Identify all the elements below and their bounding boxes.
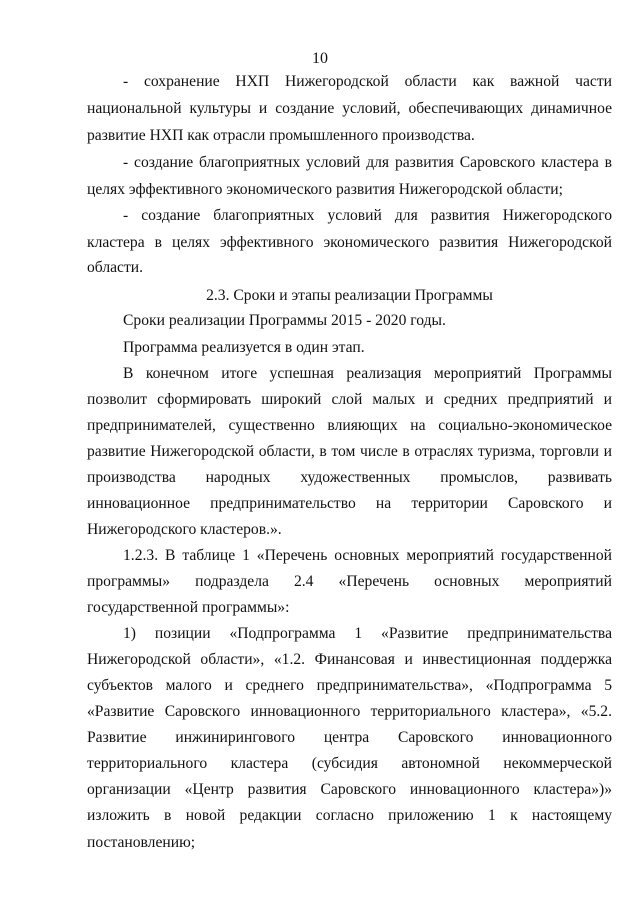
paragraph-line: области.	[87, 259, 144, 276]
paragraph-line: - создание благоприятных условий для развития Нижегородского	[123, 207, 612, 224]
paragraph-line: постановлению;	[87, 834, 196, 851]
paragraph-line: «Развитие Саровского инновационного территориального кластера», «5.2.	[87, 703, 612, 720]
paragraph-line: программы» подраздела 2.4 «Перечень основных мероприятий	[87, 573, 612, 590]
paragraph-line: предпринимателей, существенно влияющих на социально-экономическое	[87, 417, 612, 434]
paragraph-line: национальной культуры и создание условий, обеспечивающих динамичное	[87, 100, 612, 117]
paragraph-line: изложить в новой редакции согласно приложению 1 к настоящему	[87, 807, 612, 824]
paragraph-line: Программа реализуется в один этап.	[123, 339, 365, 356]
paragraph-line: - сохранение НХП Нижегородской области как важной части	[123, 73, 612, 90]
paragraph-line: организации «Центр развития Саровского инновационного кластера»)»	[87, 781, 612, 798]
paragraph-line: развитие НХП как отрасли промышленного производства.	[87, 127, 475, 144]
paragraph-line: - создание благоприятных условий для развития Саровского кластера в	[123, 154, 612, 171]
paragraph-line: территориального кластера (субсидия автономной некоммерческой	[87, 755, 612, 772]
paragraph-line: Нижегородского кластеров.».	[87, 521, 282, 538]
section-heading: 2.3. Сроки и этапы реализации Программы	[206, 287, 493, 304]
paragraph-line: Развитие инжинирингового центра Саровского инновационного	[87, 729, 612, 746]
paragraph-line: инновационное предпринимательство на территории Саровского и	[87, 495, 612, 512]
paragraph-line: кластера в целях эффективного экономического развития Нижегородской	[87, 234, 612, 251]
paragraph-line: государственной программы»:	[87, 599, 290, 616]
paragraph-line: В конечном итоге успешная реализация мероприятий Программы	[123, 365, 612, 382]
paragraph-line: производства народных художественных промыслов, развивать	[87, 469, 612, 486]
paragraph-line: 1.2.3. В таблице 1 «Перечень основных мероприятий государственной	[123, 547, 612, 564]
page-number: 10	[312, 50, 328, 67]
paragraph-line: 1) позиции «Подпрограмма 1 «Развитие предпринимательства	[123, 625, 612, 642]
paragraph-line: развитие Нижегородской области, в том числе в отраслях туризма, торговли и	[87, 443, 612, 460]
paragraph-line: целях эффективного экономического развития Нижегородской области;	[87, 181, 563, 198]
paragraph-line: позволит сформировать широкий слой малых и средних предприятий и	[87, 391, 612, 408]
paragraph-line: Сроки реализации Программы 2015 - 2020 годы.	[123, 312, 446, 329]
paragraph-line: Нижегородской области», «1.2. Финансовая и инвестиционная поддержка	[87, 651, 612, 668]
paragraph-line: субъектов малого и среднего предпринимательства», «Подпрограмма 5	[87, 677, 612, 694]
